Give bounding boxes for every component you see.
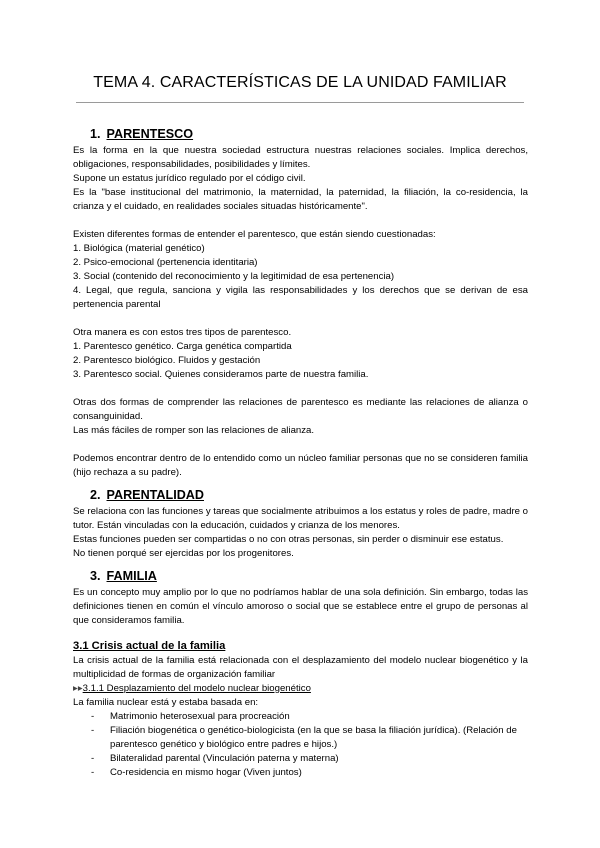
dash-bullet: -	[91, 711, 95, 722]
subsubsection-heading	[73, 682, 528, 696]
paragraph: Otras dos formas de comprender las relaciones de parentesco es mediante las relaciones de alianza o consanguinidad.	[73, 397, 528, 422]
paragraph: Se relaciona con las funciones y tareas que socialmente atribuimos a los estatus y roles de padre, madre o tutor. Están vinculadas con la educación, cuidados y crianza de los menores.	[73, 506, 528, 531]
title-divider	[76, 102, 524, 103]
paragraph: Estas funciones pueden ser compartidas o no con otras personas, sin perder o disminuir ese estatus.	[73, 534, 504, 545]
dash-bullet: -	[91, 725, 95, 736]
paragraph: Existen diferentes formas de entender el parentesco, que están siendo cuestionadas:	[73, 229, 436, 240]
list-item: 1. Biológica (material genético)	[73, 243, 205, 254]
list-item-text: Bilateralidad parental (Vinculación paterna y materna)	[110, 753, 339, 764]
section-title: PARENTALIDAD	[106, 488, 204, 502]
list-item	[91, 752, 528, 766]
list-item: 2. Parentesco biológico. Fluidos y gestación	[73, 355, 261, 366]
list-item-text: Filiación biogenética o genético-biologicista (en la que se basa la filiación jurídica). (Relación de parentesco genético y biológico entre padres e hijos.)	[110, 725, 517, 750]
document-body	[73, 126, 528, 780]
section-number: 1.	[90, 127, 101, 141]
list-item	[91, 766, 528, 780]
paragraph: No tienen porqué ser ejercidas por los progenitores.	[73, 548, 294, 559]
list-item: 2. Psico-emocional (pertenencia identitaria)	[73, 257, 258, 268]
collapse-arrow-icon: ▸▸	[73, 683, 83, 694]
paragraph: La crisis actual de la familia está relacionada con el desplazamiento del modelo nuclear biogenético y la multiplicidad de formas de organización familiar	[73, 655, 528, 680]
section-heading-familia	[90, 568, 528, 584]
paragraph: Es la "base institucional del matrimonio, la maternidad, la paternidad, la filiación, la co-residencia, la crianza y el cuidado, en realidades sociales situadas históricamente".	[73, 187, 528, 212]
bullet-list	[73, 710, 528, 780]
section-heading-parentalidad	[90, 487, 528, 503]
list-item: 1. Parentesco genético. Carga genética compartida	[73, 341, 292, 352]
dash-bullet: -	[91, 767, 95, 778]
section-number: 3.	[90, 569, 101, 583]
list-item: 3. Parentesco social. Quienes consideramos parte de nuestra familia.	[73, 369, 369, 380]
paragraph: Supone un estatus jurídico regulado por el código civil.	[73, 173, 306, 184]
section-number: 2.	[90, 488, 101, 502]
paragraph: Podemos encontrar dentro de lo entendido como un núcleo familiar personas que no se consideren familia (hijo rechaza a su padre).	[73, 453, 528, 478]
subsubsection-title: 3.1.1 Desplazamiento del modelo nuclear biogenético	[82, 683, 311, 694]
list-item-text: Matrimonio heterosexual para procreación	[110, 711, 290, 722]
document-title: TEMA 4. CARACTERÍSTICAS DE LA UNIDAD FAMILIAR	[93, 74, 507, 91]
paragraph: Es un concepto muy amplio por lo que no podríamos hablar de una sola definición. Sin embargo, todas las definiciones tienen en común el vínculo amoroso o social que se establece entre el grupo de personas al que consideramos familia.	[73, 587, 528, 626]
subsection-heading: 3.1 Crisis actual de la familia	[73, 640, 226, 652]
list-item: 4. Legal, que regula, sanciona y vigila las responsabilidades y los derechos que se derivan de esa pertenencia parental	[73, 285, 528, 310]
section-title: FAMILIA	[106, 569, 157, 583]
section-title: PARENTESCO	[106, 127, 194, 141]
paragraph: Otra manera es con estos tres tipos de parentesco.	[73, 327, 292, 338]
list-item: 3. Social (contenido del reconocimiento y la legitimidad de esa pertenencia)	[73, 271, 395, 282]
paragraph: Las más fáciles de romper son las relaciones de alianza.	[73, 425, 315, 436]
dash-bullet: -	[91, 753, 95, 764]
paragraph: La familia nuclear está y estaba basada en:	[73, 697, 259, 708]
paragraph: Es la forma en la que nuestra sociedad estructura nuestras relaciones sociales. Implica derechos, obligaciones, responsabilidades, posibilidades y límites.	[73, 145, 528, 170]
section-heading-parentesco	[90, 126, 528, 142]
list-item-text: Co-residencia en mismo hogar (Viven juntos)	[110, 767, 302, 778]
list-item	[91, 724, 528, 752]
list-item	[91, 710, 528, 724]
